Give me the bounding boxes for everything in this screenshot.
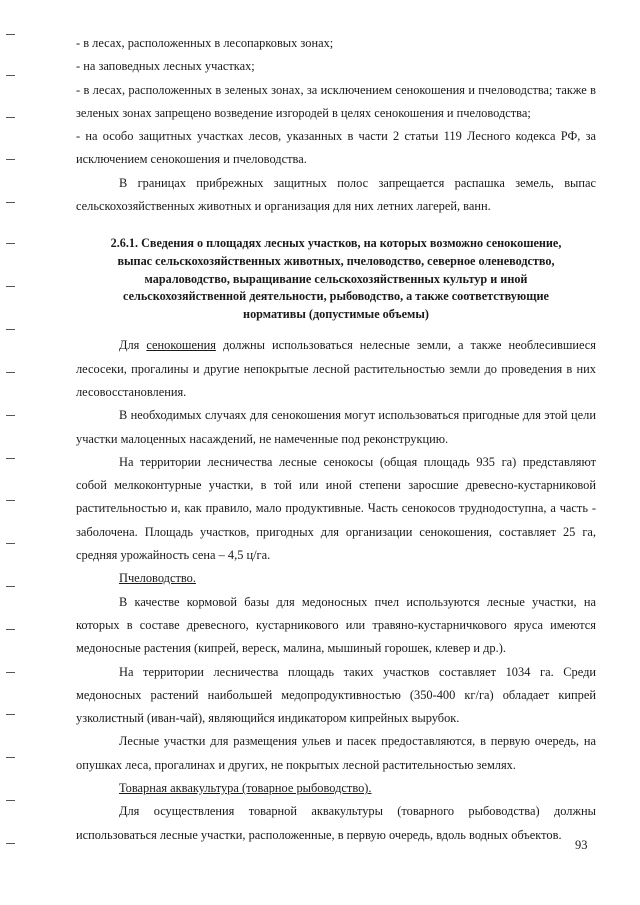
aquaculture-paragraph: Для осуществления товарной аквакультуры (товарного рыбоводства) должны использоваться лесные участки, расположенные, в первую очередь, вдоль водных объектов. [76,804,596,842]
beekeeping-title [76,567,596,590]
margin-tick [6,117,15,118]
aquaculture-title [76,777,596,800]
margin-tick [6,34,15,35]
margin-tick [6,672,15,673]
margin-tick [6,159,15,160]
haying-term: сенокошения [146,338,216,353]
haying-paragraph [76,334,596,404]
aquaculture-title-text: Товарная аквакультура (товарное рыбоводство). [119,780,372,795]
margin-tick [6,329,15,330]
margin-tick [6,757,15,758]
margin-tick [6,286,15,287]
document-page [76,32,596,847]
list-item: - на заповедных лесных участках; [76,59,255,74]
list-item: - в лесах, расположенных в зеленых зонах, за исключением сенокошения и пчеловодства; также в зеленых зонах запрещено возведение изгородей в целях сенокошения и пчеловодства; [76,82,596,120]
list-item: - в лесах, расположенных в лесопарковых зонах; [76,36,334,50]
margin-tick [6,843,15,844]
beekeeping-paragraph: На территории лесничества площадь таких участков составляет 1034 га. Среди медоносных растений наибольшей медопродуктивностью (350-400 кг/га) обладает кипрей узколистный (иван-чай), являющийся индикатором кипрейных вырубок. [76,664,596,726]
list-item: - на особо защитных участках лесов, указанных в части 2 статьи 119 Лесного кодекса РФ, за исключением сенокошения и пчеловодства. [76,129,596,167]
beekeeping-paragraph: Лесные участки для размещения ульев и пасек предоставляются, в первую очередь, на опушках леса, прогалинах и других, не покрытых лесной растительностью землях. [76,734,596,772]
beekeeping-paragraph: В качестве кормовой базы для медоносных пчел используются лесные участки, на которых в составе древесного, кустарникового или травяно-кустарничкового яруса имеются медоносные растения (кипрей, вереск, малина, мышиный горошек, клевер и др.). [76,594,596,656]
margin-tick [6,586,15,587]
haying-paragraph: В необходимых случаях для сенокошения могут использоваться пригодные для этой цели участки малоценных насаждений, не намеченные под реконструкцию. [76,408,596,446]
section-heading: 2.6.1. Сведения о площадях лесных участков, на которых возможно сенокошение, выпас сельскохозяйственных животных, пчеловодство, северное оленеводство, мараловодство, выращивание сельскохозяйственных культур и иной сельскохозяйственной деятельности, рыбоводство, а также соответствующие нормативы (допустимые объемы) [110,236,562,321]
margin-tick [6,500,15,501]
beekeeping-title-text: Пчеловодство. [119,571,196,586]
margin-tick [6,543,15,544]
haying-paragraph: На территории лесничества лесные сенокосы (общая площадь 935 га) представляют собой мелкоконтурные участки, в той или иной степени заросшие древесно-кустарниковой растительностью и, как правило, мало продуктивные. Часть сенокосов труднодоступна, а часть - заболочена. Площадь участков, пригодных для организации сенокошения, составляет 25 га, средняя урожайность сена – 4,5 ц/га. [76,454,596,563]
text: должны использоваться нелесные земли, а также необлесившиеся лесосеки, прогалины и другие непокрытые лесной растительностью земли до проведения в них лесовосстановления. [76,338,596,399]
coastal-restriction-paragraph: В границах прибрежных защитных полос запрещается распашка земель, выпас сельскохозяйственных животных и организация для них летних лагерей, ванн. [76,175,596,214]
text: Для [119,338,147,353]
margin-tick-marks [6,0,20,905]
margin-tick [6,629,15,630]
page-number: 93 [575,838,588,852]
margin-tick [6,75,15,76]
margin-tick [6,800,15,801]
margin-tick [6,458,15,459]
margin-tick [6,372,15,373]
margin-tick [6,243,15,244]
margin-tick [6,202,15,203]
margin-tick [6,415,15,416]
margin-tick [6,714,15,715]
